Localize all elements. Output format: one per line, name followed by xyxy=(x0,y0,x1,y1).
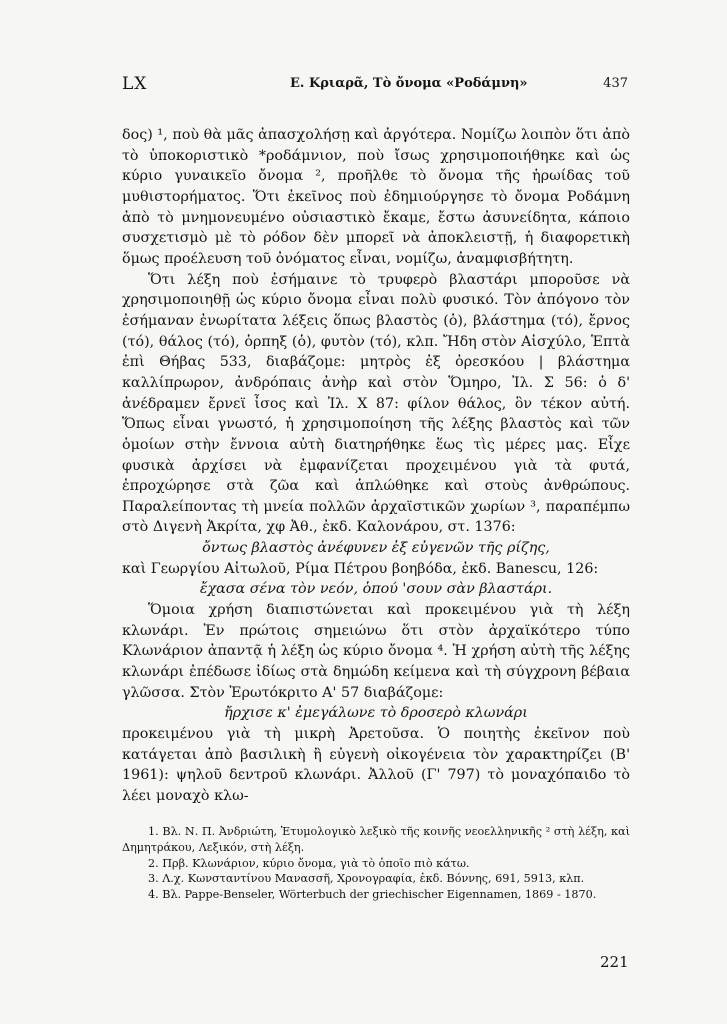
running-header xyxy=(122,74,628,94)
footnotes xyxy=(122,824,630,903)
paragraph-5: προκειμένου γιὰ τὴ μικρὴ Ἀρετοῦσα. Ὁ ποιητὴς ἐκεῖνον ποὺ κατάγεται ἀπὸ βασιλικὴ ἢ εὐγενὴ οἰκογένεια τὸν χαρακτηρίζει (Β' 1961): ψηλοῦ δεντροῦ κλωνάρι. Ἀλλοῦ (Γ' 797) τὸ μοναχόπαιδο τὸ λέει μοναχὸ κλω- xyxy=(122,726,630,804)
paragraph-4: Ὅμοια χρήση διαπιστώνεται καὶ προκειμένου γιὰ τὴ λέξη κλωνάρι. Ἐν πρώτοις σημειώνω ὅτι στὸν ἀρχαϊκότερο τύπο Κλωνάριον ἀπαντᾷ ἡ λέξη ὡς κύριο ὄνομα ⁴. Ἡ χρήση αὐτὴ τῆς λέξης κλωνάρι ἐπέδωσε ἰδίως στὰ δημώδη κείμενα καὶ τὴ σύγχρονη βέβαια γλῶσσα. Στὸν Ἐρωτόκριτο Α' 57 διαβάζομε: xyxy=(122,602,630,701)
verse-quote-2: ἔχασα σένα τὸν νεόν, ὁπού 'σουν σὰν βλαστάρι. xyxy=(199,581,553,598)
footnote-1: 1. Βλ. Ν. Π. Ἀνδριώτη, Ἐτυμολογικὸ λεξικὸ τῆς κοινῆς νεοελληνικῆς ² στὴ λέξη, καὶ Δημητράκου, Λεξικόν, στὴ λέξη. xyxy=(122,825,630,854)
running-title: Ε. Κριαρᾶ, Τὸ ὄνομα «Ροδάμνη» xyxy=(290,76,528,91)
page-number: 221 xyxy=(600,953,629,971)
paragraph-3: καὶ Γεωργίου Αἰτωλοῦ, Ρίμα Πέτρου βοηβόδα, ἐκδ. Banescu, 126: xyxy=(122,560,599,577)
main-text xyxy=(122,125,630,807)
verse-quote-3: ἤρχισε κ' ἐμεγάλωνε τὸ δροσερὸ κλωνάρι xyxy=(224,705,528,722)
footnote-2: 2. Πρβ. Κλωνάριον, κύριο ὄνομα, γιὰ τὸ ὁποῖο πιὸ κάτω. xyxy=(148,856,470,870)
footnote-4: 4. Βλ. Pappe-Benseler, Wörterbuch der griechischer Eigennamen, 1869 - 1870. xyxy=(148,888,597,902)
paragraph-2: Ὅτι λέξη ποὺ ἐσήμαινε τὸ τρυφερὸ βλαστάρι μποροῦσε νὰ χρησιμοποιηθῇ ὡς κύριο ὄνομα εἶναι πολὺ φυσικό. Τὸν ἀπόγονο τὸν ἐσήμαναν ἐνωρίτατα λέξεις ὅπως βλαστὸς (ὁ), βλάστημα (τό), ἔρνος (τό), θάλος (τό), ὀρπηξ (ὁ), φυτὸν (τό), κλπ. Ἤδη στὸν Αἰσχύλο, Ἑπτὰ ἐπὶ Θήβας 533, διαβάζομε: μητρὸς ἐξ ὀρεσκόου | βλάστημα καλλίπρωρον, ἀνδρόπαις ἀνὴρ καὶ στὸν Ὅμηρο, Ἰλ. Σ 56: ὁ δ' ἀνέδραμεν ἔρνεϊ ἶσος καὶ Ἰλ. Χ 87: φίλον θάλος, ὃν τέκον αὐτή. Ὅπως εἶναι γνωστό, ἡ χρησιμοποίηση τῆς λέξης βλαστὸς καὶ τῶν ὁμοίων στὴν ἔννοια αὐτὴ διατηρήθηκε ἕως τὶς μέρες μας. Εἶχε φυσικὰ ἀρχίσει νὰ ἐμφανίζεται προχειμένου γιὰ τὰ φυτά, ἐπροχώρησε στὰ ζῶα καὶ ἁπλώθηκε καὶ στοὺς ἀνθρώπους. Παραλείποντας τὴ μνεία πολλῶν ἀρχαϊστικῶν χωρίων ³, παραπέμπω στὸ Διγενὴ Ἀκρίτα, χφ Ἀθ., ἐκδ. Καλονάρου, στ. 1376: xyxy=(122,271,630,536)
verse-quote-1: ὄντως βλαστὸς ἀνέφυνεν ἐξ εὐγενῶν τῆς ρίζης, xyxy=(202,540,550,557)
paragraph-1: δος) ¹, ποὺ θὰ μᾶς ἀπασχολήσῃ καὶ ἀργότερα. Νομίζω λοιπὸν ὅτι ἀπὸ τὸ ὑποκοριστικὸ *ροδάμνιον, ποὺ ἴσως χρησιμοποιήθηκε καὶ ὡς κύριο γυναικεῖο ὄνομα ², προῆλθε τὸ ὄνομα τῆς ἡρωίδας τοῦ μυθιστορήματος. Ὅτι ἐκεῖνος ποὺ ἐδημιούργησε τὸ ὄνομα Ροδάμνη ἀπὸ τὸ μνημονευμένο οὐσιαστικὸ ἔκαμε, ἔστω ἀσυνείδητα, κάποιο συσχετισμὸ μὲ τὸ ρόδον δὲν μπορεῖ νὰ ἀποκλειστῇ, ἡ διαφορετικὴ ὅμως προέλευση τοῦ ὀνόματος εἶναι, νομίζω, ἀναμφισβήτητη. xyxy=(122,127,630,267)
chapter-numeral: LX xyxy=(122,74,148,94)
footnote-3: 3. Λ.χ. Κωνσταντίνου Μανασσῆ, Χρονογραφία, ἐκδ. Βόννης, 691, 5913, κλπ. xyxy=(148,872,585,886)
original-page-number: 437 xyxy=(603,76,628,91)
